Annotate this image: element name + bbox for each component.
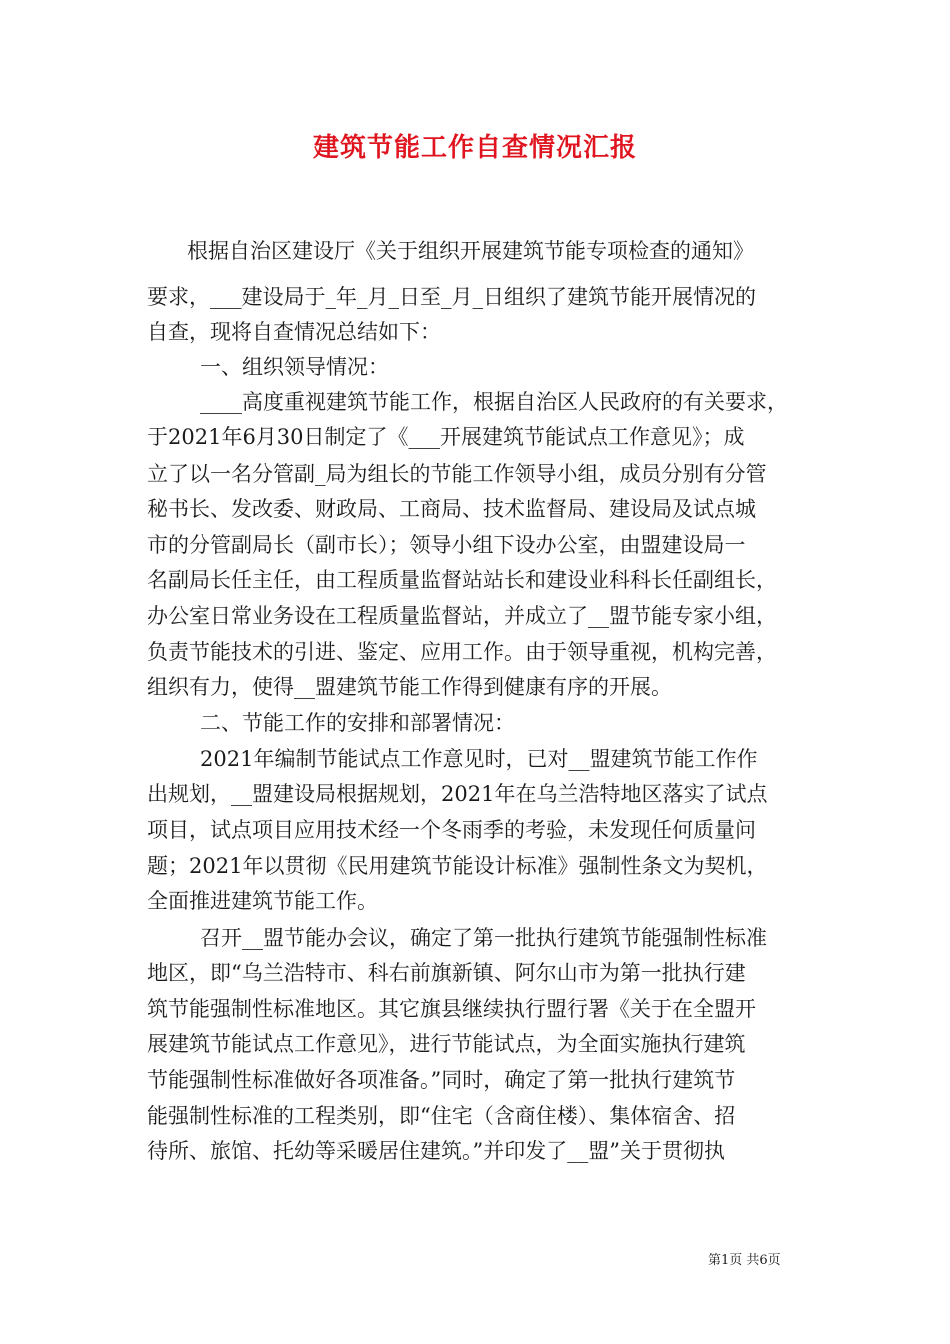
page-number: 第1页 共6页: [708, 1253, 781, 1268]
paragraph-line: 地区，即“乌兰浩特市、科右前旗新镇、阿尔山市为第一批执行建: [147, 961, 746, 985]
paragraph-line: 立了以一名分管副_局为组长的节能工作领导小组，成员分别有分管: [147, 462, 767, 486]
paragraph-line: 能强制性标准的工程类别，即“住宅（含商住楼）、集体宿舍、招: [147, 1104, 736, 1128]
paragraph-line: ____高度重视建筑节能工作，根据自治区人民政府的有关要求，: [200, 390, 788, 414]
section-heading: 一、组织领导情况：: [200, 355, 389, 379]
paragraph-line: 全面推进建筑节能工作。: [147, 889, 378, 913]
paragraph-line: 根据自治区建设厅《关于组织开展建筑节能专项检查的通知》: [187, 239, 754, 263]
paragraph-line: 待所、旅馆、托幼等采暖居住建筑。”并印发了__盟”关于贯彻执: [147, 1139, 725, 1163]
paragraph-line: 名副局长任主任，由工程质量监督站站长和建设业科科长任副组长，: [147, 568, 777, 592]
paragraph-line: 题；2021年以贯彻《民用建筑节能设计标准》强制性条文为契机，: [147, 854, 768, 878]
paragraph-line: 组织有力，使得__盟建筑节能工作得到健康有序的开展。: [147, 675, 672, 699]
paragraph-line: 展建筑节能试点工作意见》，进行节能试点，为全面实施执行建筑: [147, 1032, 746, 1056]
paragraph-line: 出规划，__盟建设局根据规划，2021年在乌兰浩特地区落实了试点: [147, 782, 768, 806]
paragraph-line: 召开__盟节能办会议，确定了第一批执行建筑节能强制性标准: [200, 926, 767, 950]
document-title: 建筑节能工作自查情况汇报: [312, 133, 637, 163]
paragraph-line: 2021年编制节能试点工作意见时，已对__盟建筑节能工作作: [200, 747, 758, 771]
paragraph-line: 于2021年6月30日制定了《___开展建筑节能试点工作意见》；成: [147, 425, 745, 449]
paragraph-line: 办公室日常业务设在工程质量监督站，并成立了__盟节能专家小组，: [147, 604, 777, 628]
paragraph-line: 项目，试点项目应用技术经一个冬雨季的考验，未发现任何质量问: [147, 818, 756, 842]
paragraph-line: 要求，___建设局于_年_月_日至_月_日组织了建筑节能开展情况的: [147, 285, 756, 309]
paragraph-line: 节能强制性标准做好各项准备。”同时，确定了第一批执行建筑节: [147, 1068, 736, 1092]
paragraph-line: 筑节能强制性标准地区。其它旗县继续执行盟行署《关于在全盟开: [147, 997, 756, 1021]
paragraph-line: 市的分管副局长（副市长）；领导小组下设办公室，由盟建设局一: [147, 533, 746, 557]
paragraph-line: 秘书长、发改委、财政局、工商局、技术监督局、建设局及试点城: [147, 497, 756, 521]
paragraph-line: 自查，现将自查情况总结如下：: [147, 320, 441, 344]
section-heading: 二、节能工作的安排和部署情况：: [200, 711, 515, 735]
paragraph-line: 负责节能技术的引进、鉴定、应用工作。由于领导重视，机构完善，: [147, 640, 777, 664]
